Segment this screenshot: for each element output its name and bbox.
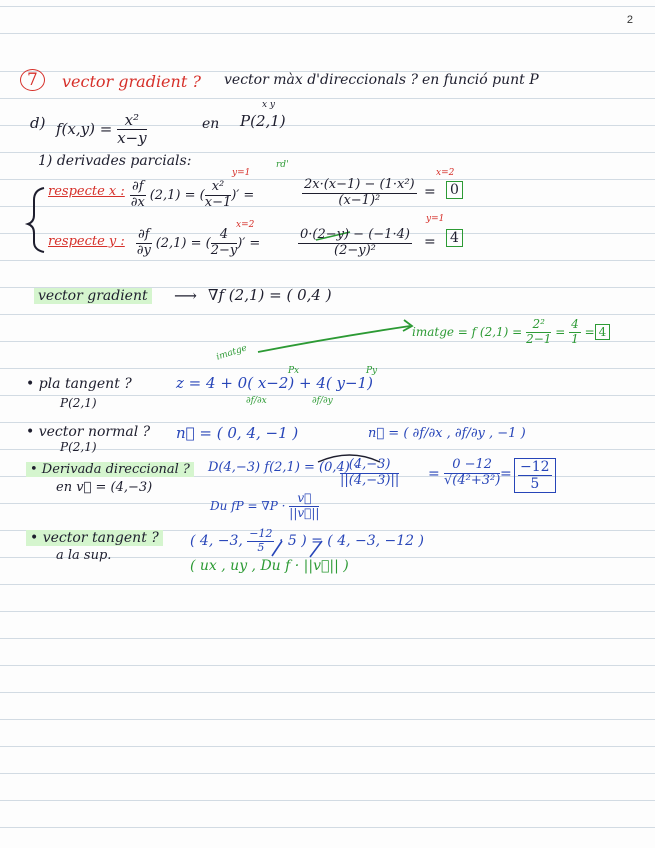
question-gradient: vector gradient ? xyxy=(62,72,201,91)
directional-vector: en v⃗ = (4,−3) xyxy=(56,480,153,495)
note-dfdy: ∂f/∂y xyxy=(312,396,333,406)
tangent-plane-bullet: • pla tangent ? xyxy=(26,376,132,392)
respect-y-label: respecte y : xyxy=(48,234,125,249)
annotation-y1: y=1 xyxy=(232,168,251,178)
exercise-number: 7 xyxy=(20,70,45,90)
tangent-vector-sub: a la sup. xyxy=(56,548,112,563)
question-point: en funció punt P xyxy=(422,72,539,88)
dfdy: $\frac{\partial f}{\partial y}$ (2,1) = ( $\frac{4}{2-y}$ )′ = xyxy=(136,227,261,258)
note-dfdx: ∂f/∂x xyxy=(246,396,267,406)
note-px: Px xyxy=(288,366,300,376)
gradient-label: vector gradient xyxy=(34,288,152,304)
directional-fraction: $\frac{(4,-3)}{||(4,-3)||}$ xyxy=(340,457,400,488)
directional-result: $\frac{-12}{5}$ xyxy=(514,458,556,493)
partials-title: 1) derivades parcials: xyxy=(38,153,192,169)
question-max-directional: vector màx d'direccionals ? xyxy=(224,72,418,88)
gradient-expression: ∇f (2,1) = ( 0,4 ) xyxy=(208,286,332,304)
normal-vector-expression: n⃗ = ( 0, 4, −1 ) xyxy=(176,424,299,442)
normal-vector-components: n⃗ = ( ∂f/∂x , ∂f/∂y , −1 ) xyxy=(368,426,526,441)
derivative-y-expression: $\frac{0\cdot(2-y) - (-1\cdot 4)}{\text{(2−y)²}}$ xyxy=(300,227,410,258)
respect-x-label: respecte x : xyxy=(48,184,125,199)
function-definition: f(x,y) = $\frac{\text{x²}}{x-y}$ xyxy=(56,111,147,148)
note-imatge: imatge xyxy=(215,343,249,363)
page-number: 2 xyxy=(626,14,633,26)
directional-bullet: • Derivada direccional ? xyxy=(26,462,194,477)
point-p: P(2,1) xyxy=(240,112,286,130)
note-py: Py xyxy=(366,366,378,376)
annotation-y1b: y=1 xyxy=(426,214,445,224)
tangent-plane-equation: z = 4 + 0( x−2) + 4( y−1) xyxy=(176,374,373,392)
tangent-vector-bullet: • vector tangent ? xyxy=(26,530,163,546)
directional-fraction-2: $\frac{0 -12}{\text{√(4²+3²)}}$ xyxy=(444,457,501,488)
point-coordinate-marks: x y xyxy=(262,100,276,110)
derivative-x-expression: $\frac{\text{2x·(x−1) − (1·x²)}}{\text{(x−1)²}}$ xyxy=(304,177,415,208)
annotation-x2: x=2 xyxy=(436,168,455,178)
tangent-vector-components: ( ux , uy , Du f · ||v⃗|| ) xyxy=(190,558,349,574)
part-label: d) xyxy=(30,114,46,132)
dfdx: $\frac{\partial f}{\partial x}$ (2,1) = ( $\frac{\text{x²}}{x-1}$ )′ = xyxy=(130,179,255,210)
annotation-x2b: x=2 xyxy=(236,220,255,230)
at-text: en xyxy=(202,116,220,132)
derivative-x-equals: = xyxy=(424,184,436,200)
tangent-plane-point: P(2,1) xyxy=(60,396,97,410)
gradient-arrow: ⟶ xyxy=(174,286,197,305)
left-brace xyxy=(28,188,44,252)
tangent-vector-expression: ( 4, −3, $\frac{-12}{5}$ · 5 ) = ( 4, −3, −12 ) xyxy=(190,527,425,554)
imatge-computation: imatge = f (2,1) = $\frac{\text{2²}}{2-1}$ = $\frac{4}{1}$ = 4 xyxy=(412,318,610,347)
normal-vector-point: P(2,1) xyxy=(60,440,97,454)
directional-lhs: D(4,−3) f(2,1) = (0,4) · xyxy=(208,460,359,475)
directional-equals: = xyxy=(428,466,440,482)
derivative-y-result: 4 xyxy=(446,230,463,246)
directional-equals-2: = xyxy=(500,466,512,482)
normal-vector-bullet: • vector normal ? xyxy=(26,424,151,440)
imatge-arrow xyxy=(258,326,410,352)
annotation-rd: rd' xyxy=(276,160,289,170)
directional-formula: Du fP = ∇P · $\frac{v⃗}{||v⃗||}$ xyxy=(210,491,320,520)
derivative-y-equals: = xyxy=(424,234,436,250)
derivative-x-result: 0 xyxy=(446,182,463,198)
